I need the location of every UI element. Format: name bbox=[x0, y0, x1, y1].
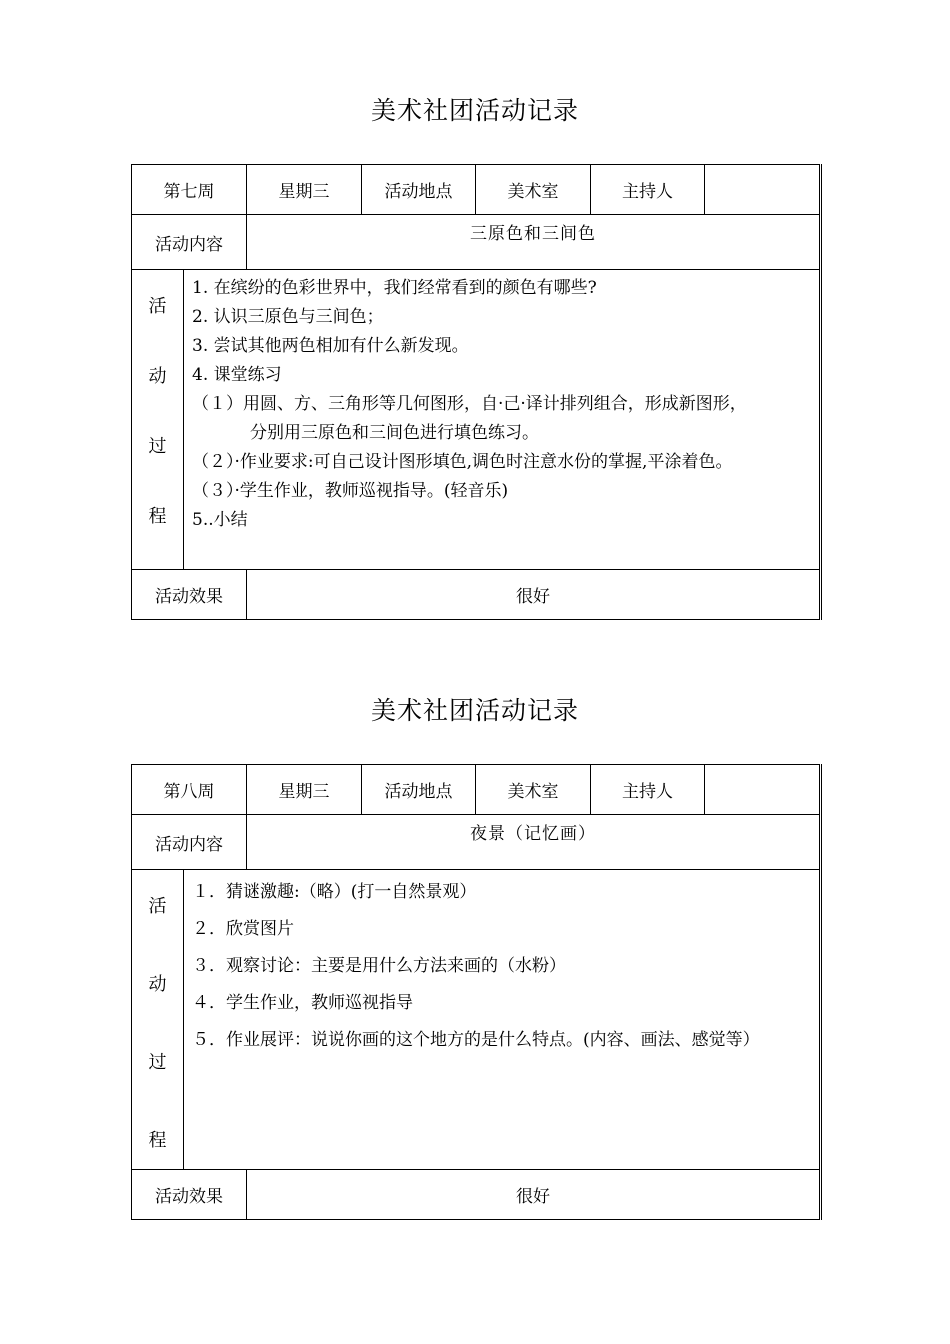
weekday-cell: 星期三 bbox=[247, 765, 362, 815]
location-cell: 美术室 bbox=[476, 165, 591, 215]
host-cell bbox=[705, 765, 821, 815]
process-line: 5..小结 bbox=[192, 510, 248, 530]
process-line: 2. 认识三原色与三间色； bbox=[192, 307, 384, 327]
location-cell: 美术室 bbox=[476, 765, 591, 815]
effect-cell: 很好 bbox=[247, 1170, 821, 1220]
process-line: （３）·学生作业，教师巡视指导。(轻音乐) bbox=[192, 481, 509, 501]
process-line: （２）·作业要求:可自己设计图形填色,调色时注意水份的掌握,平涂着色。 bbox=[192, 452, 733, 472]
location-label: 活动地点 bbox=[362, 765, 476, 815]
process-line: 1. 在缤纷的色彩世界中，我们经常看到的颜色有哪些? bbox=[192, 278, 597, 298]
effect-label: 活动效果 bbox=[132, 1170, 247, 1220]
week-cell: 第八周 bbox=[132, 765, 247, 815]
activity-record-table bbox=[131, 164, 820, 620]
process-label-char: 活 bbox=[148, 296, 167, 317]
process-content bbox=[184, 270, 821, 570]
effect-label: 活动效果 bbox=[132, 570, 247, 620]
activity-record-table bbox=[131, 764, 820, 1220]
process-label-char: 程 bbox=[148, 1130, 167, 1151]
process-line: （１）用圆、方、三角形等几何图形，自·己·译计排列组合，形成新图形， bbox=[192, 394, 747, 414]
process-line: ２．欣赏图片 bbox=[192, 919, 294, 939]
activity-topic: 夜景（记忆画） bbox=[247, 815, 821, 870]
process-line: ５．作业展评：说说你画的这个地方的是什么特点。(内容、画法、感觉等） bbox=[192, 1030, 760, 1050]
process-line: ３．观察讨论：主要是用什么方法来画的（水粉） bbox=[192, 956, 566, 976]
process-content bbox=[184, 870, 821, 1170]
process-line: 4. 课堂练习 bbox=[192, 365, 282, 385]
effect-cell: 很好 bbox=[247, 570, 821, 620]
process-line: ４．学生作业，教师巡视指导 bbox=[192, 993, 413, 1013]
activity-topic: 三原色和三间色 bbox=[247, 215, 821, 270]
process-label-char: 动 bbox=[148, 366, 167, 387]
process-label-char: 过 bbox=[148, 1052, 167, 1073]
process-label-char: 动 bbox=[148, 974, 167, 995]
host-cell bbox=[705, 165, 821, 215]
process-line: 分别用三原色和三间色进行填色练习。 bbox=[250, 423, 539, 443]
weekday-cell: 星期三 bbox=[247, 165, 362, 215]
process-label bbox=[132, 870, 184, 1170]
host-label: 主持人 bbox=[591, 165, 705, 215]
content-label: 活动内容 bbox=[132, 215, 247, 270]
process-label bbox=[132, 270, 184, 570]
process-line: 3. 尝试其他两色相加有什么新发现。 bbox=[192, 336, 469, 356]
week-cell: 第七周 bbox=[132, 165, 247, 215]
process-label-char: 程 bbox=[148, 506, 167, 527]
record-title: 美术社团活动记录 bbox=[370, 96, 579, 125]
host-label: 主持人 bbox=[591, 765, 705, 815]
process-label-char: 活 bbox=[148, 896, 167, 917]
location-label: 活动地点 bbox=[362, 165, 476, 215]
record-title: 美术社团活动记录 bbox=[370, 696, 579, 725]
process-line: １．猜谜激趣:（略）(打一自然景观） bbox=[192, 882, 477, 902]
process-label-char: 过 bbox=[148, 436, 167, 457]
content-label: 活动内容 bbox=[132, 815, 247, 870]
